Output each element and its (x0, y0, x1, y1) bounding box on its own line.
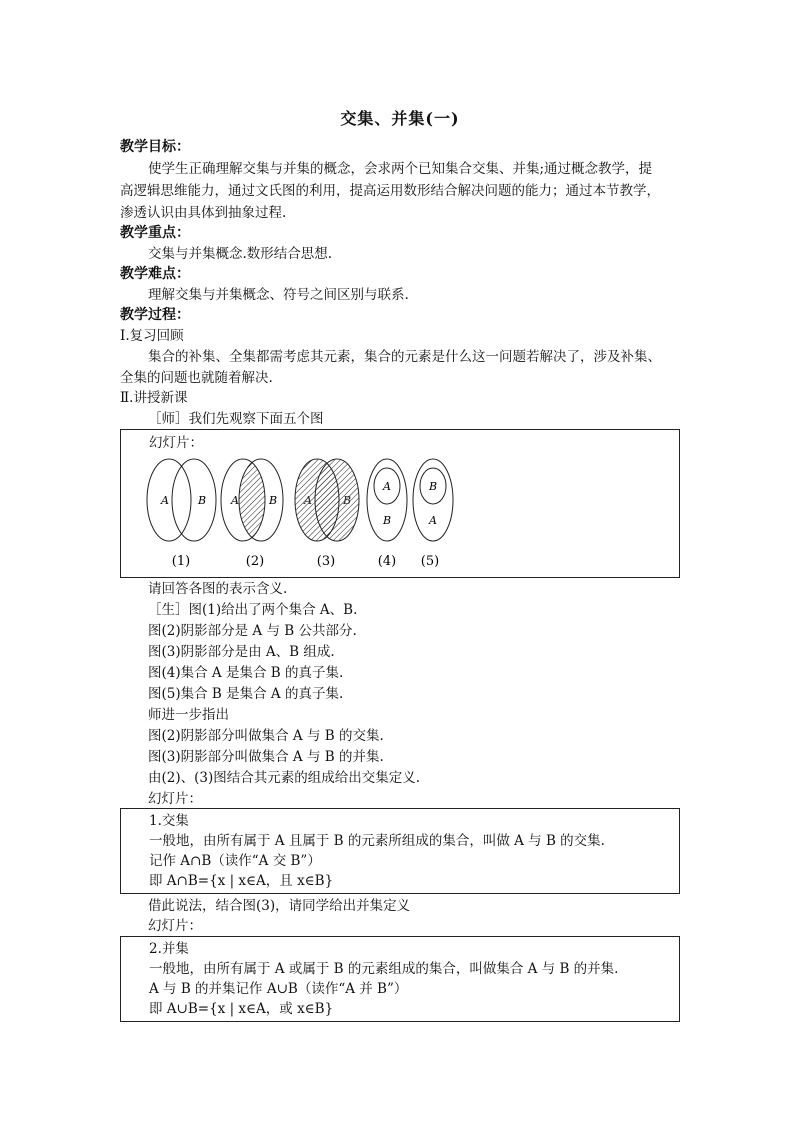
set-a-label: A (429, 514, 437, 527)
figure-caption: (2) (245, 554, 265, 569)
body-line: 图(2)阴影部分叫做集合 A 与 B 的交集. (148, 728, 384, 744)
venn-figure-1 (147, 459, 216, 541)
review-line: 集合的补集、全集都需考虑其元素，集合的元素是什么这一问题若解决了，涉及补集、 (148, 349, 661, 365)
body-line: 幻灯片： (148, 918, 202, 934)
union-title: 2.并集 (149, 941, 189, 957)
body-line: 图(3)阴影部分叫做集合 A 与 B 的并集. (148, 749, 384, 765)
intersection-notation: 记作 A∩B（读作“A 交 B”） (149, 853, 321, 869)
body-line: 图(2)阴影部分是 A 与 B 公共部分. (148, 623, 357, 639)
set-a-label: A (161, 494, 169, 507)
set-b-label: B (198, 494, 207, 507)
venn-figure-5 (413, 459, 453, 541)
key-text: 交集与并集概念.数形结合思想. (148, 246, 333, 262)
set-b-label: B (383, 514, 392, 527)
body-line: 图(5)集合 B 是集合 A 的真子集. (148, 686, 344, 702)
union-definition: 一般地，由所有属于 A 或属于 B 的元素组成的集合，叫做集合 A 与 B 的并集. (149, 961, 619, 977)
section-new: Ⅱ.讲授新课 (120, 390, 188, 406)
goal-line: 高逻辑思维能力，通过文氏图的利用，提高运用数形结合解决问题的能力；通过本节教学， (120, 183, 660, 199)
intersection-formula: 即 A∩B={x | x∈A，且 x∈B} (149, 873, 334, 889)
set-a-label: A (231, 494, 239, 507)
teacher-intro: ［师］我们先观察下面五个图 (148, 411, 324, 427)
union-notation: A 与 B 的并集记作 A∪B（读作“A 并 B”） (149, 981, 408, 997)
figure-caption: (4) (377, 554, 397, 569)
body-line: 师进一步指出 (148, 707, 229, 723)
venn-figure-4 (367, 459, 407, 541)
intersection-title: 1.交集 (149, 813, 189, 829)
set-a-label: A (304, 494, 312, 507)
slide-label: 幻灯片： (149, 435, 203, 451)
figure-caption: (5) (420, 554, 440, 569)
intersection-slide-box (120, 808, 680, 894)
venn-figure-3 (295, 459, 359, 541)
union-formula: 即 A∪B={x | x∈A，或 x∈B} (149, 1001, 334, 1017)
set-b-label: B (269, 494, 278, 507)
set-a-label: A (383, 480, 391, 493)
section-review: Ⅰ.复习回顾 (120, 328, 184, 344)
body-line: 图(4)集合 A 是集合 B 的真子集. (148, 665, 344, 681)
goal-line: 渗透认识由具体到抽象过程. (120, 205, 287, 221)
venn-figures (121, 430, 679, 577)
figure-caption: (3) (316, 554, 336, 569)
process-heading: 教学过程： (120, 307, 190, 323)
body-line: 请回答各图的表示含义. (148, 581, 288, 597)
body-line: 借此说法，结合图(3)，请同学给出并集定义 (148, 898, 411, 914)
difficult-heading: 教学难点： (120, 266, 190, 282)
venn-figure-2 (221, 459, 283, 541)
body-line: ［生］图(1)给出了两个集合 A、B. (148, 602, 358, 618)
figure-slide-box (120, 429, 680, 578)
body-line: 图(3)阴影部分是由 A、B 组成. (148, 644, 335, 660)
review-line: 全集的问题也就随着解决. (120, 370, 273, 386)
set-b-label: B (343, 494, 352, 507)
difficult-text: 理解交集与并集概念、符号之间区别与联系. (148, 287, 409, 303)
intersection-definition: 一般地，由所有属于 A 且属于 B 的元素所组成的集合，叫做 A 与 B 的交集. (149, 833, 605, 849)
union-slide-box (120, 936, 680, 1022)
body-line: 幻灯片： (148, 791, 202, 807)
goal-line: 使学生正确理解交集与并集的概念，会求两个已知集合交集、并集;通过概念教学，提 (148, 161, 653, 177)
set-b-label: B (429, 480, 438, 493)
figure-caption: (1) (171, 554, 191, 569)
key-heading: 教学重点： (120, 225, 190, 241)
body-line: 由(2)、(3)图结合其元素的组成给出交集定义. (148, 770, 421, 786)
goal-heading: 教学目标： (120, 139, 190, 155)
page-title: 交集、并集(一) (340, 109, 460, 128)
